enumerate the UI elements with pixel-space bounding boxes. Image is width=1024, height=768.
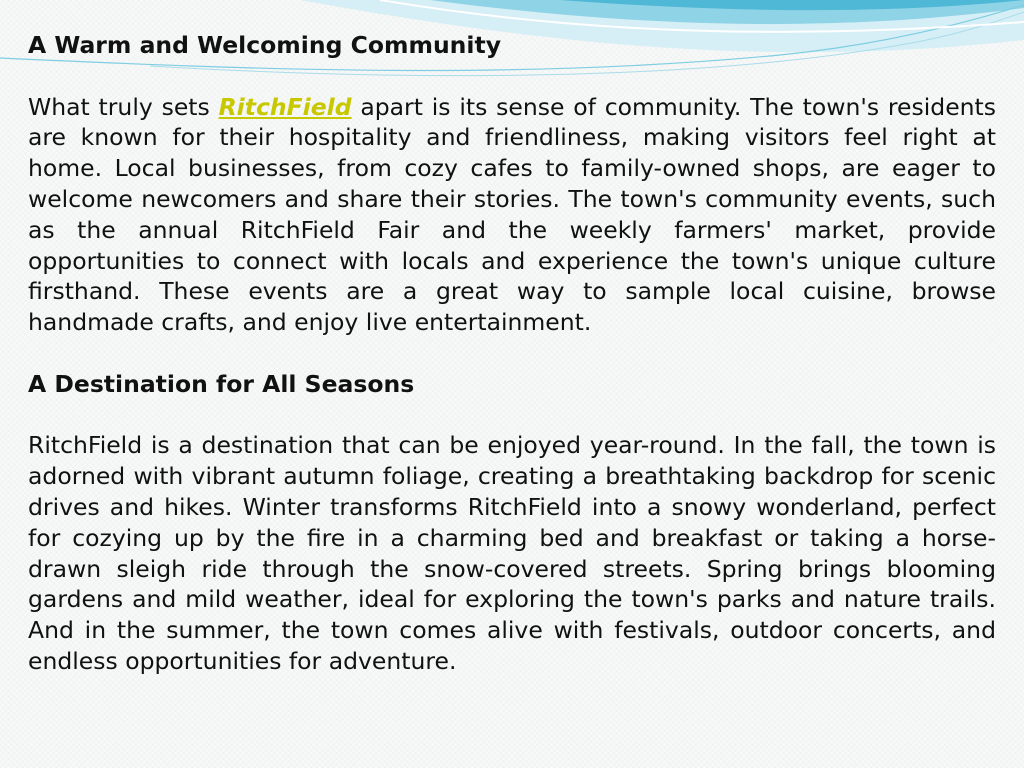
spacer	[28, 400, 996, 431]
seasons-paragraph: RitchField is a destination that can be enjoyed year-round. In the fall, the town is adorned with vibrant autumn foliage, creating a breathtaking backdrop for scenic drives and hikes. Winter transforms RitchField into a snowy wonderland, perfect for cozying up by the fire in a charming bed and breakfast or taking a horse-drawn sleigh ride through the snow-covered streets. Spring brings blooming gardens and mild weather, ideal for exploring the town's parks and nature trails. And in the summer, the town comes alive with festivals, outdoor concerts, and endless opportunities for adventure.	[28, 431, 996, 675]
section-heading-seasons: A Destination for All Seasons	[28, 369, 415, 398]
community-paragraph-body: apart is its sense of community. The town's residents are known for their hospitality and friendliness, making visitors feel right at home. Local businesses, from cozy cafes to family-owned shops, are eager to welcome newcomers and share their stories. The town's community events, such as the annual RitchField Fair and the weekly farmers' market, provide opportunities to connect with locals and experience the town's unique culture firsthand. These events are a great way to sample local cuisine, browse handmade crafts, and enjoy live entertainment.	[28, 92, 997, 337]
spacer	[28, 61, 996, 92]
section-heading-community: A Warm and Welcoming Community	[28, 31, 502, 59]
article-content	[28, 30, 996, 677]
spacer	[28, 338, 996, 369]
community-paragraph-intro: What truly sets	[28, 92, 219, 121]
ritchfield-link[interactable]: RitchField	[218, 92, 352, 121]
community-paragraph	[28, 92, 996, 338]
